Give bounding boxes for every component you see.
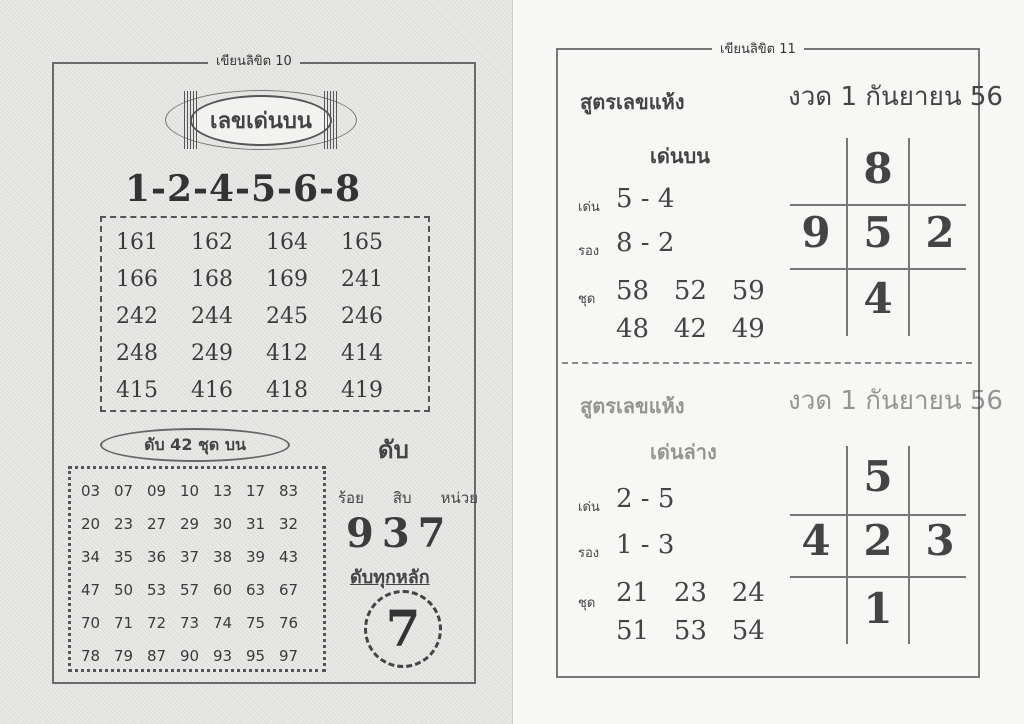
combo-number: 165 (341, 230, 383, 255)
top-grid-center-digit: 5 (863, 208, 893, 257)
bottom-grid-left-digit: 4 (801, 516, 831, 565)
combo-number: 414 (341, 341, 383, 366)
top-section-title: สูตรเลขแห้ง (580, 90, 685, 114)
grid-number: 37 (180, 548, 200, 566)
grid-number: 32 (279, 515, 299, 533)
combo-number: 161 (116, 230, 158, 255)
grid-number: 09 (147, 482, 167, 500)
grid-number: 83 (279, 482, 299, 500)
bottom-rong-label: รอง (578, 546, 600, 561)
dab-title: ดับ (378, 436, 409, 464)
number-box (68, 466, 326, 672)
big-number: 937 (346, 510, 454, 557)
grid-number: 38 (213, 548, 233, 566)
grid-number: 20 (81, 515, 101, 533)
grid-number: 03 (81, 482, 101, 500)
top-chud-label: ชุด (578, 292, 596, 307)
top-den-label: เด่น (578, 200, 600, 215)
grid-number: 93 (213, 647, 233, 665)
combo-number: 169 (266, 267, 308, 292)
top-grid-line-h2 (790, 268, 966, 270)
grid-number: 60 (213, 581, 233, 599)
top-subtitle: เด่นบน (650, 144, 710, 168)
section-divider (562, 362, 972, 364)
combo-number: 166 (116, 267, 158, 292)
grid-number: 74 (213, 614, 233, 632)
grid-number: 36 (147, 548, 167, 566)
grid-number: 67 (279, 581, 299, 599)
combo-grid (116, 228, 416, 406)
grid-number: 76 (279, 614, 299, 632)
bottom-grid-line-h2 (790, 576, 966, 578)
number-grid (81, 479, 312, 668)
place-label-tens: สิบ (392, 489, 412, 507)
circle-digit: 7 (364, 590, 442, 668)
right-page-header: เขียนลิขิต 11 (712, 38, 804, 59)
combo-number: 416 (191, 378, 233, 403)
bottom-chud-row-1: 21 23 24 (616, 578, 765, 608)
grid-number: 79 (114, 647, 134, 665)
combo-box (100, 216, 430, 412)
top-rong-label: รอง (578, 244, 600, 259)
bottom-chud-label: ชุด (578, 596, 596, 611)
top-grid-right-digit: 2 (925, 208, 955, 257)
grid-number: 31 (246, 515, 266, 533)
oval-label: ดับ 42 ชุด บน (100, 428, 290, 462)
all-positions-label: ดับทุกหลัก (350, 567, 430, 588)
grid-number: 78 (81, 647, 101, 665)
place-label-units: หน่วย (440, 489, 478, 507)
bottom-subtitle: เด่นล่าง (650, 440, 717, 464)
grid-number: 13 (213, 482, 233, 500)
banner-oval (165, 90, 357, 150)
bottom-grid-center-digit: 2 (863, 516, 893, 565)
grid-number: 72 (147, 614, 167, 632)
grid-number: 29 (180, 515, 200, 533)
bottom-den-label: เด่น (578, 500, 600, 515)
grid-number: 73 (180, 614, 200, 632)
grid-number: 53 (147, 581, 167, 599)
grid-number: 71 (114, 614, 134, 632)
combo-number: 241 (341, 267, 383, 292)
grid-number: 95 (246, 647, 266, 665)
combo-number: 168 (191, 267, 233, 292)
grid-number: 57 (180, 581, 200, 599)
grid-number: 23 (114, 515, 134, 533)
combo-number: 248 (116, 341, 158, 366)
grid-number: 07 (114, 482, 134, 500)
banner-stripes-left (184, 91, 198, 149)
top-rong-value: 8 - 2 (616, 228, 675, 258)
place-labels (338, 486, 478, 510)
grid-number: 30 (213, 515, 233, 533)
bottom-grid-top-digit: 5 (863, 452, 893, 501)
top-grid-bottom-digit: 4 (863, 274, 893, 323)
combo-number: 245 (266, 304, 308, 329)
top-grid-left-digit: 9 (801, 208, 831, 257)
top-chud-row-2: 48 42 49 (616, 314, 765, 344)
grid-number: 43 (279, 548, 299, 566)
combo-number: 246 (341, 304, 383, 329)
grid-number: 35 (114, 548, 134, 566)
grid-number: 70 (81, 614, 101, 632)
banner-stripes-right (324, 91, 338, 149)
combo-number: 412 (266, 341, 308, 366)
bottom-draw-date: งวด 1 กันยายน 56 (788, 386, 1003, 416)
place-label-hundreds: ร้อย (338, 489, 364, 507)
combo-number: 418 (266, 378, 308, 403)
grid-number: 10 (180, 482, 200, 500)
grid-number: 90 (180, 647, 200, 665)
grid-number: 87 (147, 647, 167, 665)
bottom-section-title: สูตรเลขแห้ง (580, 394, 685, 418)
combo-number: 419 (341, 378, 383, 403)
grid-number: 63 (246, 581, 266, 599)
top-draw-date: งวด 1 กันยายน 56 (788, 82, 1003, 112)
bottom-chud-row-2: 51 53 54 (616, 616, 765, 646)
main-digits: 1-2-4-5-6-8 (125, 168, 361, 210)
top-den-value: 5 - 4 (616, 184, 675, 214)
left-page-header: เขียนลิขิต 10 (208, 50, 300, 71)
top-grid-line-h1 (790, 204, 966, 206)
grid-number: 17 (246, 482, 266, 500)
combo-number: 162 (191, 230, 233, 255)
top-chud-row-1: 58 52 59 (616, 276, 765, 306)
bottom-den-value: 2 - 5 (616, 484, 675, 514)
grid-number: 97 (279, 647, 299, 665)
grid-number: 47 (81, 581, 101, 599)
combo-number: 415 (116, 378, 158, 403)
banner-title: เลขเด่นบน (190, 95, 332, 146)
grid-number: 34 (81, 548, 101, 566)
bottom-rong-value: 1 - 3 (616, 530, 675, 560)
bottom-grid-bottom-digit: 1 (863, 584, 893, 633)
grid-number: 27 (147, 515, 167, 533)
top-grid-top-digit: 8 (863, 144, 893, 193)
grid-number: 39 (246, 548, 266, 566)
combo-number: 249 (191, 341, 233, 366)
grid-number: 50 (114, 581, 134, 599)
grid-number: 75 (246, 614, 266, 632)
combo-number: 164 (266, 230, 308, 255)
combo-number: 244 (191, 304, 233, 329)
combo-number: 242 (116, 304, 158, 329)
bottom-grid-right-digit: 3 (925, 516, 955, 565)
